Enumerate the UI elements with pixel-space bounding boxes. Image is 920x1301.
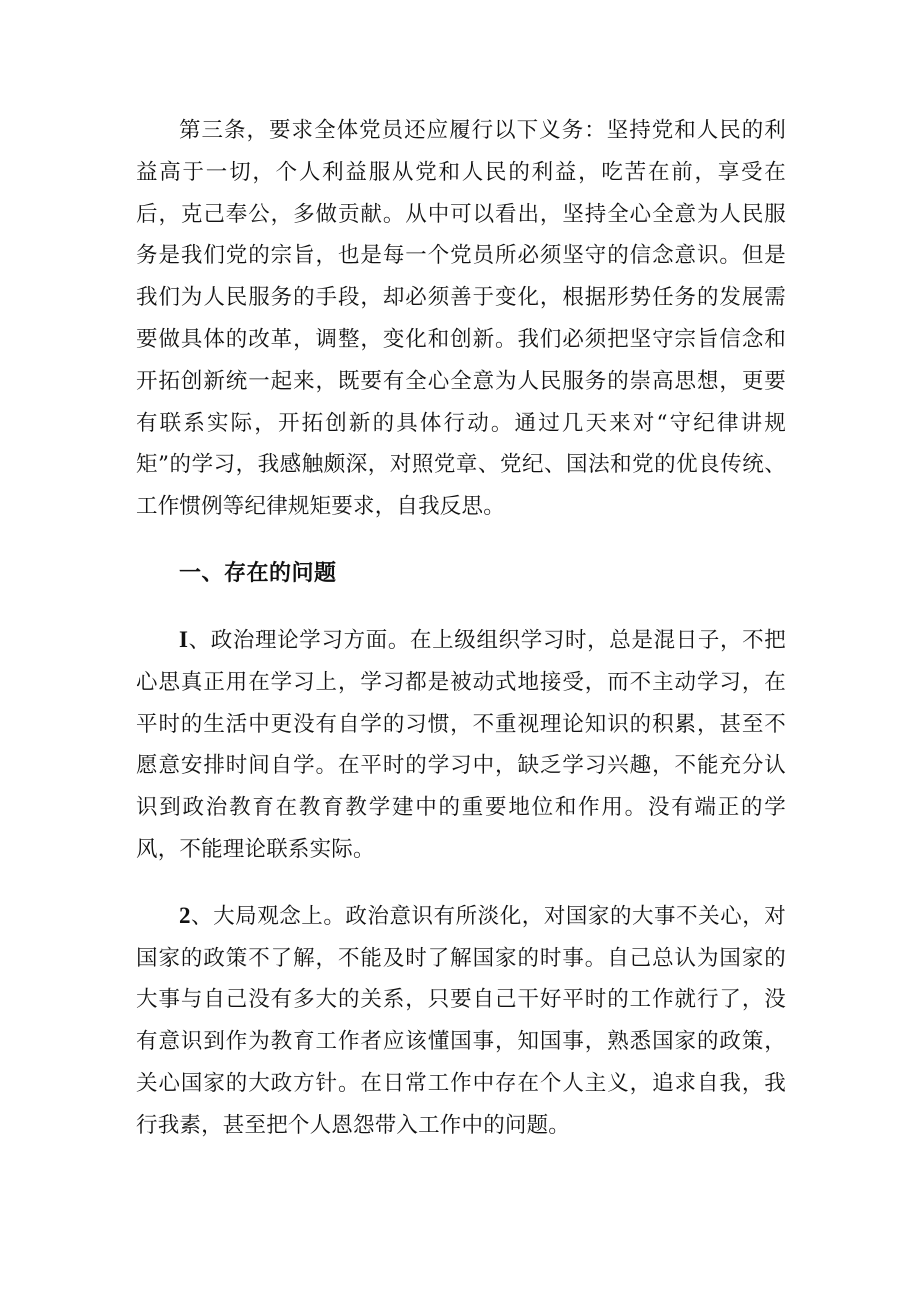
item-text: 、大局观念上。政治意识有所淡化，对国家的大事不关心，对国家的政策不了解，不能及时了解国家的时事。自己总认为国家的大事与自己没有多大的关系，只要自己干好平时的工作就行了，没有意识到作为教育工作者应该懂国事，知国事，熟悉国家的政策，关心国家的大政方针。在日常工作中存在个人主义，追求自我，我行我素，甚至把个人恩怨带入工作中的问题。	[136, 903, 786, 1138]
document-body	[136, 110, 786, 1147]
intro-paragraph: 第三条，要求全体党员还应履行以下义务：坚持党和人民的利益高于一切，个人利益服从党和人民的利益，吃苦在前，享受在后，克己奉公，多做贡献。从中可以看出，坚持全心全意为人民服务是我们党的宗旨，也是每一个党员所必须坚守的信念意识。但是我们为人民服务的手段，却必须善于变化，根据形势任务的发展需要做具体的改革，调整，变化和创新。我们必须把坚守宗旨信念和开拓创新统一起来，既要有全心全意为人民服务的崇高思想，更要有联系实际，开拓创新的具体行动。通过几天来对“守纪律讲规矩”的学习，我感触颇深，对照党章、党纪、国法和党的优良传统、工作惯例等纪律规矩要求，自我反思。	[136, 118, 786, 520]
problem-item-2	[136, 895, 786, 1147]
item-text: 、政治理论学习方面。在上级组织学习时，总是混日子，不把心思真正用在学习上，学习都是被动式地接受，而不主动学习，在平时的生活中更没有自学的习惯，不重视理论知识的积累，甚至不愿意安排时间自学。在平时的学习中，缺乏学习兴趣，不能充分认识到政治教育在教育教学建中的重要地位和作用。没有端正的学风，不能理论联系实际。	[136, 627, 786, 862]
item-number: I	[179, 626, 189, 652]
item-number: 2	[179, 902, 191, 928]
problem-item-1	[136, 619, 786, 871]
section-heading: 一、存在的问题	[179, 560, 337, 586]
